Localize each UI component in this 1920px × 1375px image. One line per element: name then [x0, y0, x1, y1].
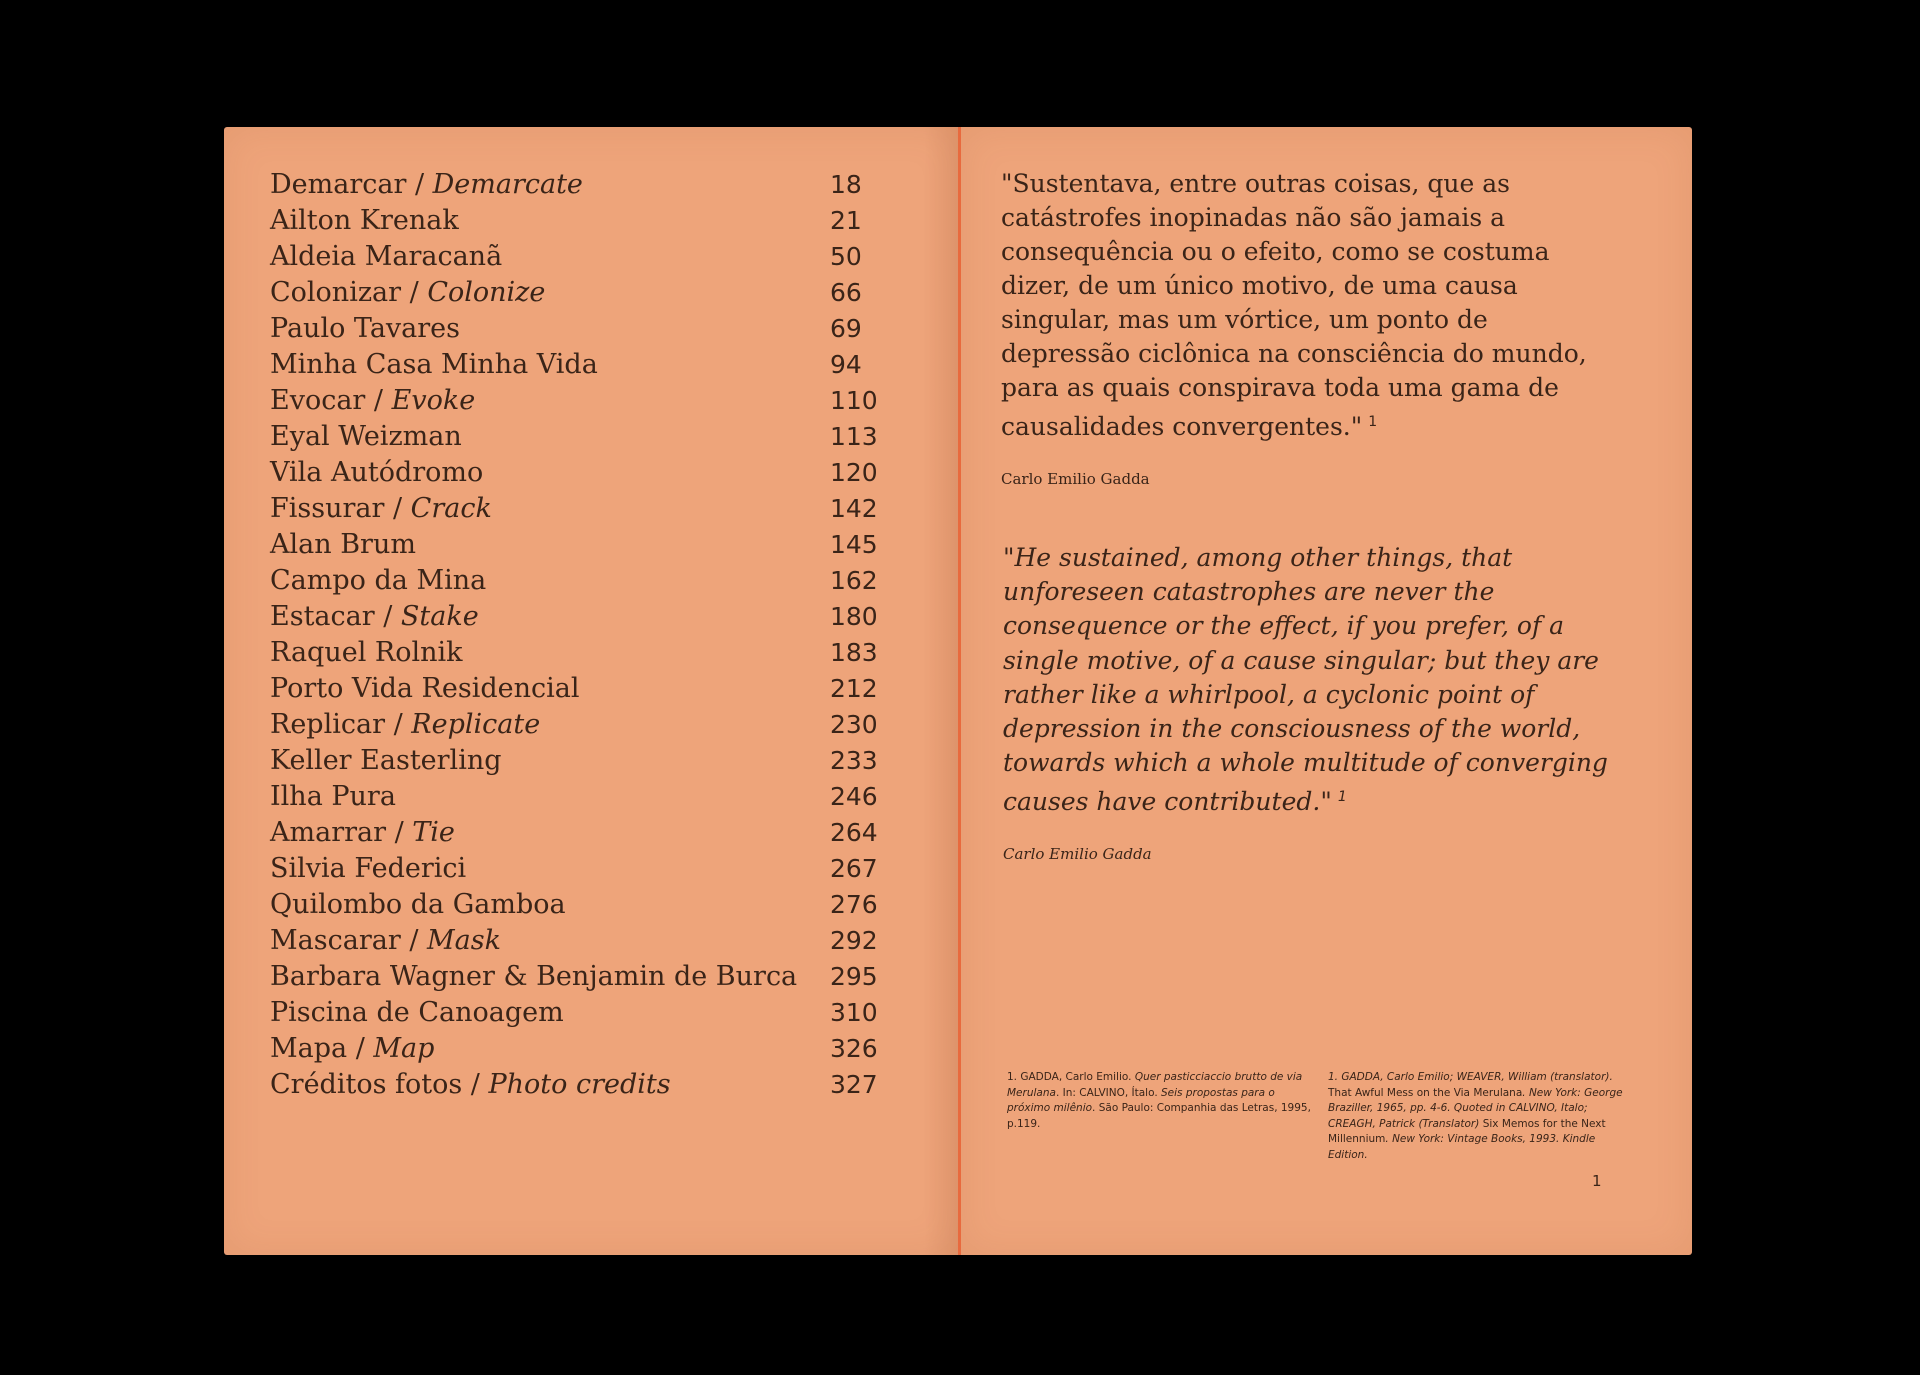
toc-entry-page: 310: [830, 998, 878, 1027]
footnote-title: That Awful Mess on the Via Merulana: [1328, 1086, 1523, 1099]
toc-entry-page: 50: [830, 242, 862, 271]
table-of-contents: [270, 167, 900, 1103]
toc-entry-portuguese: Campo da Mina: [270, 565, 487, 596]
toc-entry-portuguese: Amarrar: [270, 817, 387, 848]
footnote-portuguese: [1007, 1070, 1317, 1132]
toc-entry-page: 162: [830, 566, 878, 595]
toc-entry-page: 183: [830, 638, 878, 667]
toc-entry-portuguese: Piscina de Canoagem: [270, 997, 564, 1028]
toc-entry-portuguese: Ailton Krenak: [270, 205, 459, 236]
toc-entry: [270, 743, 900, 779]
footnote-title: Quer pasticciaccio brutto de via Merulana: [1007, 1071, 1303, 1099]
toc-entry-portuguese: Fissurar: [270, 493, 385, 524]
toc-entry-title: [270, 671, 580, 707]
epigraph-english-text: "He sustained, among other things, that unforeseen catastrophes are never the consequence or the effect, if you prefer, of a single motive, of a cause singular; but they are rather like a whirlpool, a cyclonic point of depression in the consciousness of the world, towards which a whole multitude of converging causes have contributed.": [1003, 543, 1608, 817]
toc-entry-page: 233: [830, 746, 878, 775]
toc-entry: [270, 455, 900, 491]
toc-entry-title: [270, 455, 483, 491]
toc-entry-portuguese: Ilha Pura: [270, 781, 396, 812]
footnote-ref: 1: [1368, 414, 1378, 430]
toc-entry-separator: /: [400, 925, 427, 956]
toc-entry-page: 110: [830, 386, 878, 415]
toc-entry-title: [270, 923, 501, 959]
toc-entry-page: 142: [830, 494, 878, 523]
toc-entry: [270, 167, 900, 203]
toc-entry-portuguese: Alan Brum: [270, 529, 416, 560]
toc-entry-title: [270, 1031, 434, 1067]
epigraph-english: [1003, 541, 1623, 820]
toc-entry-page: 145: [830, 530, 878, 559]
toc-entry-page: 180: [830, 602, 878, 631]
toc-entry: [270, 815, 900, 851]
toc-entry-portuguese: Keller Easterling: [270, 745, 502, 776]
epigraph-portuguese-text: "Sustentava, entre outras coisas, que as catástrofes inopinadas não são jamais a consequência ou o efeito, como se costuma dizer, de um único motivo, de uma causa singular, mas um vórtice, um ponto de depressão ciclônica na consciência do mundo, para as quais conspirava toda uma gama de causalidades convergentes.": [1001, 169, 1587, 441]
footnote-english: [1328, 1070, 1628, 1163]
toc-entry-portuguese: Silvia Federici: [270, 853, 467, 884]
toc-entry: [270, 887, 900, 923]
toc-entry-portuguese: Minha Casa Minha Vida: [270, 349, 598, 380]
toc-entry: [270, 851, 900, 887]
toc-entry-separator: /: [374, 601, 401, 632]
toc-entry-portuguese: Replicar: [270, 709, 385, 740]
toc-entry-portuguese: Quilombo da Gamboa: [270, 889, 566, 920]
toc-entry: [270, 599, 900, 635]
toc-entry-english: Photo credits: [488, 1069, 671, 1100]
toc-entry-page: 327: [830, 1070, 878, 1099]
toc-entry-english: Evoke: [391, 385, 476, 416]
toc-entry-title: [270, 959, 797, 995]
toc-entry-separator: /: [385, 709, 412, 740]
toc-entry-portuguese: Estacar: [270, 601, 375, 632]
toc-entry-page: 276: [830, 890, 878, 919]
toc-entry-separator: /: [386, 817, 413, 848]
toc-entry: [270, 383, 900, 419]
gutter-shadow: [924, 127, 958, 1255]
footnote-text: . São Paulo: Companhia das Letras, 1995, p.119.: [1007, 1102, 1311, 1130]
toc-entry-title: [270, 851, 466, 887]
toc-entry-portuguese: Vila Autódromo: [270, 457, 484, 488]
toc-entry-title: [270, 275, 545, 311]
toc-entry-title: [270, 311, 460, 347]
toc-entry-page: 21: [830, 206, 862, 235]
book-spread: [224, 127, 1692, 1255]
toc-entry: [270, 275, 900, 311]
toc-entry-title: [270, 1067, 671, 1103]
toc-entry-english: Stake: [400, 601, 479, 632]
toc-entry: [270, 347, 900, 383]
toc-entry-portuguese: Mascarar: [270, 925, 401, 956]
toc-entry-portuguese: Eyal Weizman: [270, 421, 462, 452]
toc-entry-english: Demarcate: [432, 169, 583, 200]
toc-entry-portuguese: Mapa: [270, 1033, 348, 1064]
toc-entry: [270, 419, 900, 455]
toc-entry-page: 113: [830, 422, 878, 451]
toc-entry-separator: /: [406, 169, 433, 200]
toc-entry: [270, 923, 900, 959]
toc-entry-separator: /: [401, 277, 428, 308]
toc-entry-title: [270, 383, 475, 419]
toc-entry-english: Map: [373, 1033, 435, 1064]
toc-entry-english: Replicate: [411, 709, 541, 740]
toc-entry-page: 292: [830, 926, 878, 955]
toc-entry-portuguese: Aldeia Maracanã: [270, 241, 503, 272]
toc-entry-page: 212: [830, 674, 878, 703]
toc-entry-portuguese: Colonizar: [270, 277, 402, 308]
left-page: [224, 127, 958, 1255]
toc-entry-portuguese: Barbara Wagner & Benjamin de Burca: [270, 961, 798, 992]
toc-entry-title: [270, 563, 486, 599]
toc-entry-separator: /: [347, 1033, 374, 1064]
toc-entry-title: [270, 635, 463, 671]
toc-entry-english: Colonize: [427, 277, 546, 308]
footnote-title: Seis propostas para o próximo milênio: [1007, 1086, 1275, 1114]
toc-entry-title: [270, 239, 502, 275]
epigraph-author-english: Carlo Emilio Gadda: [1003, 845, 1152, 863]
toc-entry-page: 69: [830, 314, 862, 343]
footnote-ref: 1: [1337, 789, 1347, 806]
toc-entry-page: 246: [830, 782, 878, 811]
right-page: [961, 127, 1692, 1255]
toc-entry-page: 94: [830, 350, 862, 379]
toc-entry: [270, 1067, 900, 1103]
toc-entry: [270, 959, 900, 995]
toc-entry-page: 295: [830, 962, 878, 991]
toc-entry: [270, 311, 900, 347]
toc-entry-title: [270, 779, 396, 815]
toc-entry-page: 66: [830, 278, 862, 307]
footnote-text: . In: CALVINO, Ítalo.: [1055, 1086, 1162, 1099]
toc-entry-portuguese: Evocar: [270, 385, 366, 416]
toc-entry: [270, 203, 900, 239]
toc-entry: [270, 635, 900, 671]
toc-entry-page: 326: [830, 1034, 878, 1063]
toc-entry-english: Mask: [427, 925, 501, 956]
toc-entry: [270, 563, 900, 599]
toc-entry-portuguese: Créditos fotos: [270, 1069, 463, 1100]
toc-entry-page: 230: [830, 710, 878, 739]
toc-entry: [270, 491, 900, 527]
footnote-title: Six Memos for the Next Millennium: [1328, 1117, 1606, 1145]
epigraph-portuguese: [1001, 167, 1621, 444]
toc-entry: [270, 671, 900, 707]
toc-entry-portuguese: Raquel Rolnik: [270, 637, 463, 668]
toc-entry-portuguese: Paulo Tavares: [270, 313, 461, 344]
toc-entry-english: Crack: [410, 493, 492, 524]
toc-entry-page: 264: [830, 818, 878, 847]
toc-entry-title: [270, 887, 566, 923]
toc-entry: [270, 707, 900, 743]
toc-entry-title: [270, 815, 455, 851]
toc-entry-title: [270, 707, 540, 743]
toc-entry-separator: /: [384, 493, 411, 524]
toc-entry: [270, 779, 900, 815]
epigraph-author: Carlo Emilio Gadda: [1001, 470, 1150, 488]
toc-entry: [270, 527, 900, 563]
toc-entry: [270, 239, 900, 275]
toc-entry-title: [270, 491, 492, 527]
toc-entry-portuguese: Demarcar: [270, 169, 407, 200]
footnote-text: 1. GADDA, Carlo Emilio.: [1007, 1071, 1135, 1083]
toc-entry-title: [270, 995, 564, 1031]
toc-entry-page: 267: [830, 854, 878, 883]
toc-entry-page: 18: [830, 170, 862, 199]
toc-entry-title: [270, 743, 502, 779]
toc-entry-title: [270, 599, 479, 635]
toc-entry: [270, 1031, 900, 1067]
toc-entry-page: 120: [830, 458, 878, 487]
toc-entry-separator: /: [365, 385, 392, 416]
footnote-text: 1. GADDA, Carlo Emilio; WEAVER, William (translator).: [1328, 1071, 1613, 1083]
page-number: 1: [1592, 1172, 1602, 1190]
toc-entry-separator: /: [462, 1069, 489, 1100]
toc-entry-title: [270, 419, 462, 455]
toc-entry: [270, 995, 900, 1031]
toc-entry-title: [270, 203, 459, 239]
toc-entry-portuguese: Porto Vida Residencial: [270, 673, 580, 704]
toc-entry-title: [270, 347, 598, 383]
footnote-text: . New York: Vintage Books, 1993. Kindle Edition.: [1328, 1133, 1596, 1161]
footnote-text: . New York: George Braziller, 1965, pp. 4-6. Quoted in CALVINO, Italo; CREAGH, Patrick (Translator): [1328, 1086, 1623, 1130]
toc-entry-title: [270, 527, 416, 563]
toc-entry-title: [270, 167, 583, 203]
toc-entry-english: Tie: [412, 817, 455, 848]
